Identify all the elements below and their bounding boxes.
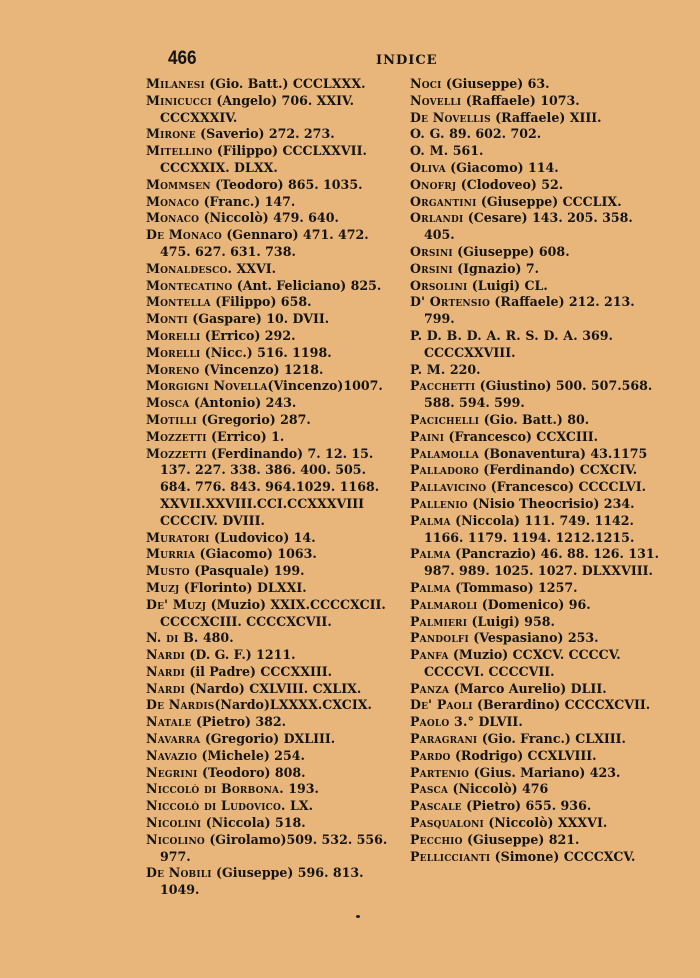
index-entry <box>146 143 398 177</box>
index-entry <box>410 597 660 614</box>
entry-surname: Onofrj <box>410 176 457 192</box>
index-entry <box>146 210 398 227</box>
index-entry <box>410 93 660 110</box>
entry-surname: Morgigni Novella <box>146 378 268 394</box>
index-entry <box>146 429 398 446</box>
entry-references: (Marco Aurelio) DLII. <box>449 680 607 696</box>
entry-references: (Muzio) CCXCV. CCCCV. CCCCVI. CCCCVII. <box>424 647 621 679</box>
entry-surname: De Novellis <box>410 109 491 125</box>
entry-surname: Muratori <box>146 529 210 545</box>
entry-references: (D. G. F.) 1211. <box>185 647 296 663</box>
entry-surname: Murria <box>146 546 196 562</box>
entry-references: (Nisio Theocrisio) 234. <box>467 495 635 511</box>
entry-references: (Domenico) 96. <box>477 596 591 612</box>
index-entry <box>146 647 398 664</box>
index-entry <box>146 261 398 278</box>
entry-surname: O. M. <box>410 143 449 159</box>
entry-references: 193. <box>283 781 319 797</box>
index-entry <box>410 278 660 295</box>
index-entry <box>410 697 660 714</box>
entry-surname: Niccolò di Ludovico. <box>146 798 286 814</box>
entry-surname: Moreno <box>146 361 200 377</box>
index-entry <box>410 849 660 866</box>
entry-references: (Raffaele) 1073. <box>461 92 580 108</box>
index-entry <box>146 781 398 798</box>
index-entry <box>410 429 660 446</box>
entry-references: (Filippo) 658. <box>210 294 312 310</box>
index-entry <box>146 597 398 631</box>
index-entry <box>146 748 398 765</box>
entry-references: (Giacomo) 114. <box>445 159 559 175</box>
entry-surname: Morelli <box>146 327 201 343</box>
entry-surname: Organtini <box>410 193 477 209</box>
index-entry <box>410 614 660 631</box>
entry-references: (Errico) 292. <box>200 327 296 343</box>
entry-references: (Muzio) XXIX.CCCCXCII. CCCCXCIII. CCCCXCVII. <box>160 596 386 629</box>
entry-surname: Mozzetti <box>146 428 207 444</box>
entry-surname: Orsini <box>410 260 453 276</box>
entry-references: (Gio. Batt.) 80. <box>479 411 590 427</box>
entry-surname: Partenio <box>410 764 470 780</box>
entry-surname: Orsolini <box>410 277 468 293</box>
index-entry <box>410 765 660 782</box>
index-entry <box>146 93 398 127</box>
entry-references: (Nardo) CXLVIII. CXLIX. <box>185 680 362 696</box>
index-entry <box>410 126 660 143</box>
index-entry <box>410 479 660 496</box>
index-entry <box>146 630 398 647</box>
index-entry <box>146 446 398 530</box>
entry-surname: Niccolò di Borbona. <box>146 781 284 797</box>
index-entry <box>410 446 660 463</box>
entry-references: (Giuseppe) 596. 813. 1049. <box>160 865 364 898</box>
index-entry <box>146 865 398 899</box>
entry-references: (Errico) 1. <box>206 428 285 444</box>
entry-surname: Monaco <box>146 193 200 209</box>
entry-references: (Gregorio) 287. <box>196 411 311 427</box>
index-entry <box>410 160 660 177</box>
entry-references: (Niccola) 111. 749. 1142. 1166. 1179. 1194. 1212.1215. <box>424 512 635 545</box>
index-entry <box>146 563 398 580</box>
entry-references: 369. CCCCXXVIII. <box>424 327 613 360</box>
entry-surname: Minicucci <box>146 92 212 108</box>
entry-references: (Rodrigo) CCXLVIII. <box>450 747 597 763</box>
index-entry <box>410 496 660 513</box>
entry-surname: P. M. <box>410 361 446 377</box>
entry-references: (Vincenzo) 1218. <box>199 361 324 377</box>
index-column-right <box>410 76 660 865</box>
index-entry <box>410 647 660 681</box>
running-title: INDICE <box>376 53 438 68</box>
entry-surname: Noci <box>410 76 442 91</box>
entry-references: (Bonaventura) 43.1175 <box>479 445 648 461</box>
index-column-left <box>146 76 398 899</box>
index-entry <box>146 798 398 815</box>
index-entry <box>146 294 398 311</box>
entry-surname: Morelli <box>146 344 201 360</box>
entry-surname: Palamolla <box>410 445 480 461</box>
entry-surname: De Nardis <box>146 697 215 713</box>
entry-references: 89. 602. 702. <box>444 126 542 142</box>
index-entry <box>410 412 660 429</box>
page-number: 466 <box>168 48 197 69</box>
index-entry <box>146 815 398 832</box>
entry-references: (Vincenzo)1007. <box>267 378 383 394</box>
entry-surname: Musto <box>146 563 190 579</box>
entry-references: (Saverio) 272. 273. <box>195 126 335 142</box>
entry-surname: D' Ortensio <box>410 294 490 310</box>
entry-surname: Paragrani <box>410 731 478 747</box>
entry-surname: Palladoro <box>410 462 479 478</box>
index-entry <box>410 362 660 379</box>
index-entry <box>410 714 660 731</box>
entry-references: (Gius. Mariano) 423. <box>469 764 621 780</box>
entry-surname: Palma <box>410 546 451 562</box>
entry-references: (Berardino) CCCCXCVII. <box>472 697 651 713</box>
entry-surname: Montella <box>146 294 211 310</box>
entry-surname: Pecchio <box>410 831 463 847</box>
index-entry <box>410 546 660 580</box>
index-entry <box>146 412 398 429</box>
entry-references: (Simone) CCCCXCV. <box>490 848 636 864</box>
index-entry <box>146 580 398 597</box>
entry-references: (Teodoro) 808. <box>197 764 306 780</box>
index-entry <box>410 378 660 412</box>
entry-references: (Giuseppe) 63. <box>441 76 550 91</box>
entry-references: (Angelo) 706. XXIV. CCCXXXIV. <box>160 92 354 125</box>
entry-surname: Orlandi <box>410 210 464 226</box>
entry-surname: Paini <box>410 428 445 444</box>
index-entry <box>410 177 660 194</box>
entry-references: (Ludovico) 14. <box>209 529 316 545</box>
entry-references: (Nicc.) 516. 1198. <box>200 344 332 360</box>
entry-references: (Pancrazio) 46. 88. 126. 131. 987. 989. 1025. 1027. DLXXVIII. <box>424 546 659 579</box>
index-entry <box>146 278 398 295</box>
entry-references: (Gaspare) 10. DVII. <box>187 311 330 327</box>
index-entry <box>146 530 398 547</box>
index-entry <box>410 630 660 647</box>
entry-references: (Niccolò) XXXVI. <box>483 815 608 831</box>
entry-surname: De Nobili <box>146 865 212 881</box>
entry-references: (Ferdinando) 7. 12. 15. 137. 227. 338. 386. 400. 505. 684. 776. 843. 964.1029. 1168. XXVII.XXVIII.CCI.CCXXXVIII CCCCIV. DVIII. <box>160 445 380 528</box>
entry-references: (Niccolò) 476 <box>448 781 549 797</box>
entry-surname: Negrini <box>146 764 198 780</box>
entry-references: (Luigi) CL. <box>467 277 548 293</box>
entry-surname: Mosca <box>146 395 190 411</box>
entry-references: 561. <box>448 143 484 159</box>
entry-surname: Mitellino <box>146 143 213 159</box>
entry-surname: Pacichelli <box>410 411 480 427</box>
entry-references: (Tommaso) 1257. <box>450 579 578 595</box>
entry-references: (il Padre) CCCXXIII. <box>185 663 333 679</box>
entry-surname: Monaldesco. <box>146 260 233 276</box>
entry-references: (Niccola) 518. <box>201 815 306 831</box>
entry-surname: Pasca <box>410 781 449 797</box>
entry-surname: Orsini <box>410 243 453 259</box>
entry-references: (Florinto) DLXXI. <box>179 579 307 595</box>
entry-references: (Gio. Batt.) CCCLXXX. <box>204 76 366 91</box>
entry-references: (Vespasiano) 253. <box>468 630 599 646</box>
index-entry <box>146 227 398 261</box>
index-entry <box>410 681 660 698</box>
entry-references: (Niccolò) 479. 640. <box>199 210 339 226</box>
entry-surname: Milanesi <box>146 76 205 91</box>
entry-surname: Nardi <box>146 663 185 679</box>
index-entry <box>410 76 660 93</box>
entry-surname: Monaco <box>146 210 200 226</box>
entry-references: 220. <box>445 361 481 377</box>
index-entry <box>146 832 398 866</box>
entry-surname: Pasqualoni <box>410 815 484 831</box>
entry-references: (Cesare) 143. 205. 358. 405. <box>424 210 633 243</box>
index-entry <box>410 731 660 748</box>
entry-surname: Mozzetti <box>146 445 207 461</box>
index-entry <box>410 832 660 849</box>
index-entry <box>146 731 398 748</box>
entry-surname: Panza <box>410 680 450 696</box>
entry-surname: Navarra <box>146 731 201 747</box>
index-entry <box>410 781 660 798</box>
entry-references: XXVI. <box>232 260 277 276</box>
index-entry <box>410 815 660 832</box>
index-entry <box>410 210 660 244</box>
index-entry <box>146 697 398 714</box>
entry-surname: Nicolino <box>146 831 205 847</box>
entry-references: 480. <box>198 630 234 646</box>
entry-references: (Giuseppe) 608. <box>452 243 570 259</box>
entry-references: (Pietro) 382. <box>191 714 287 730</box>
page-header <box>0 48 700 74</box>
entry-references: (Ferdinando) CCXCIV. <box>478 462 638 478</box>
entry-surname: Paolo 3.° <box>410 714 475 730</box>
index-entry <box>146 311 398 328</box>
index-entry <box>146 546 398 563</box>
entry-references: (Giustino) 500. 507.568. 588. 594. 599. <box>424 378 653 411</box>
entry-surname: Motilli <box>146 411 197 427</box>
entry-references: (Giacomo) 1063. <box>195 546 317 562</box>
entry-references: (Ant. Feliciano) 825. <box>232 277 382 293</box>
entry-references: (Franc.) 147. <box>199 193 296 209</box>
index-entry <box>410 748 660 765</box>
entry-surname: Pallenio <box>410 495 468 511</box>
entry-surname: Navazio <box>146 747 198 763</box>
entry-surname: De' Paoli <box>410 697 473 713</box>
entry-surname: Pacchetti <box>410 378 476 394</box>
entry-surname: Monti <box>146 311 188 327</box>
entry-surname: Novelli <box>410 92 462 108</box>
index-entry <box>410 110 660 127</box>
index-entry <box>410 328 660 362</box>
index-entry <box>146 362 398 379</box>
index-entry <box>410 194 660 211</box>
index-entry <box>146 76 398 93</box>
entry-surname: O. G. <box>410 126 445 142</box>
print-speck <box>356 915 360 918</box>
entry-surname: Nardi <box>146 647 185 663</box>
entry-references: (Girolamo)509. 532. 556. 977. <box>160 831 388 864</box>
index-entry <box>146 378 398 395</box>
entry-surname: Mommsen <box>146 176 211 192</box>
index-entry <box>410 798 660 815</box>
entry-surname: Palmaroli <box>410 596 478 612</box>
index-entry <box>410 294 660 328</box>
entry-surname: De Monaco <box>146 227 222 243</box>
index-entry <box>146 765 398 782</box>
entry-references: (Michele) 254. <box>197 747 305 763</box>
entry-surname: Palma <box>410 579 451 595</box>
entry-references: (Pietro) 655. 936. <box>461 798 592 814</box>
entry-surname: Montecatino <box>146 277 233 293</box>
entry-surname: N. di B. <box>146 630 199 646</box>
entry-surname: Pandolfi <box>410 630 469 646</box>
entry-surname: Palma <box>410 512 451 528</box>
entry-references: (Luigi) 958. <box>467 613 555 629</box>
entry-references: (Giuseppe) CCCLIX. <box>476 193 622 209</box>
entry-references: (Gennaro) 471. 472. 475. 627. 631. 738. <box>160 227 369 259</box>
entry-references: (Teodoro) 865. 1035. <box>210 176 363 192</box>
index-entry <box>146 395 398 412</box>
index-entry <box>146 664 398 681</box>
index-entry <box>146 714 398 731</box>
entry-references: (Francesco) CCCCLVI. <box>486 479 646 495</box>
entry-surname: Pallavicino <box>410 479 487 495</box>
entry-surname: Panfa <box>410 647 449 663</box>
entry-references: (Gio. Franc.) CLXIII. <box>477 731 626 747</box>
entry-surname: Pascale <box>410 798 462 814</box>
entry-surname: Nardi <box>146 680 185 696</box>
entry-surname: Natale <box>146 714 192 730</box>
entry-references: (Giuseppe) 821. <box>462 831 580 847</box>
index-entry <box>146 194 398 211</box>
entry-references: (Clodoveo) 52. <box>456 176 564 192</box>
index-entry <box>410 261 660 278</box>
entry-surname: Pardo <box>410 747 451 763</box>
entry-references: (Antonio) 243. <box>189 395 297 411</box>
entry-references: (Raffaele) XIII. <box>490 109 602 125</box>
entry-references: DLVII. <box>474 714 523 730</box>
entry-surname: De' Muzj <box>146 596 207 612</box>
index-entry <box>410 143 660 160</box>
index-entry <box>146 177 398 194</box>
entry-surname: Palmieri <box>410 613 468 629</box>
entry-references: (Nardo)LXXXX.CXCIX. <box>214 697 372 713</box>
entry-references: (Gregorio) DXLIII. <box>200 731 336 747</box>
index-entry <box>146 345 398 362</box>
index-entry <box>410 462 660 479</box>
entry-surname: Mirone <box>146 126 196 142</box>
entry-references: (Raffaele) 212. 213. 799. <box>424 294 635 327</box>
entry-surname: Pelliccianti <box>410 848 491 864</box>
entry-surname: Nicolini <box>146 815 202 831</box>
entry-references: (Francesco) CCXCIII. <box>444 428 598 444</box>
entry-references: LX. <box>285 798 314 814</box>
entry-surname: Muzj <box>146 579 180 595</box>
entry-surname: P. D. B. D. A. R. S. D. A. <box>410 327 578 343</box>
index-entry <box>146 328 398 345</box>
index-entry <box>410 244 660 261</box>
index-entry <box>146 126 398 143</box>
entry-references: (Filippo) CCCLXXVII. CCCXXIX. DLXX. <box>160 143 367 175</box>
index-entry <box>410 513 660 547</box>
index-entry <box>410 580 660 597</box>
entry-references: (Pasquale) 199. <box>189 563 305 579</box>
entry-surname: Oliva <box>410 159 446 175</box>
index-entry <box>146 681 398 698</box>
entry-references: (Ignazio) 7. <box>452 260 539 276</box>
